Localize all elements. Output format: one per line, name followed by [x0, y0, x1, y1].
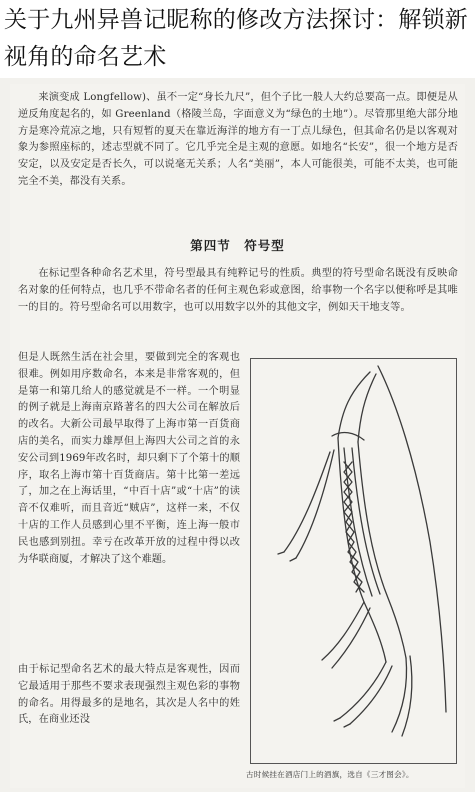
figure-caption: 古时候挂在酒店门上的酒旗，选自《三才图会》。 [246, 770, 414, 779]
page-title: 关于九州异兽记昵称的修改方法探讨：解锁新视角的命名艺术 [0, 0, 475, 78]
book-page [10, 84, 465, 788]
bottom-paragraph: 由于标记型命名艺术的最大特点是客观性，因而它最适用于那些不要求表现强烈主观色彩的事物的命名。用得最多的是地名，其次是人名中的姓氏，在商业还没 [18, 664, 240, 726]
section-paragraph: 在标记型各种命名艺术里，符号型最具有纯粹记号的性质。典型的符号型命名既没有反映命名对象的任何特点，也几乎不带命名者的任何主观色彩或意图，给事物一个名字以便称呼是其唯一的目的。符号型命名可以用数字，也可以用数字以外的其他文字，例如天干地支等。 [18, 268, 458, 313]
figure [246, 352, 459, 784]
hanging-wine-banner-illustration [246, 352, 459, 764]
section-heading: 第四节 符号型 [190, 238, 285, 253]
left-column-text: 但是人既然生活在社会里，要做到完全的客观也很难。例如用序数命名，本来是非常客观的，但是第一和第几给人的感觉就是不一样。一个明显的例子就是上海南京路著名的四大公司在解放后的改名。大新公司最早取得了上海市第一百货商店的美名，而实力雄厚但上海四大公司之首的永安公司到1969年改名时，却只剩下了个第十的顺序，取名上海市第十百货商店。第十比第一差远了，加之在上海话里，“中百十店”或“十店”的读音不仅难听，而且音近“贼店”，这样一来，不仅十店的工作人员感到心里不平衡，连上海一般市民也感到别扭。幸亏在改革开放的过程中得以改为华联商厦，才解决了这个难题。 [18, 352, 240, 565]
intro-paragraph: 来演变成 Longfellow)、虽不一定“身长九尺”，但个子比一般人大约总要高一点。即便是从逆反角度起名的，如 Greenland（格陵兰岛，字面意义为“绿色的土地”）。尽管那里绝大部分地方是寒冷荒凉之地，只有短暂的夏天在靠近海洋的地方有一丁点儿绿色，但其命名仍是以客观对象为参照座标的，述志型就不同了。它几乎完全是主观的意愿。如地名“长安”，很一个地方是否安定，以及安定是否长久，可以说毫无关系；人名“美丽”，本人可能很美，可能不太美，也可能完全不美，都没有关系。 [18, 92, 458, 187]
book-scan-image [0, 78, 475, 792]
